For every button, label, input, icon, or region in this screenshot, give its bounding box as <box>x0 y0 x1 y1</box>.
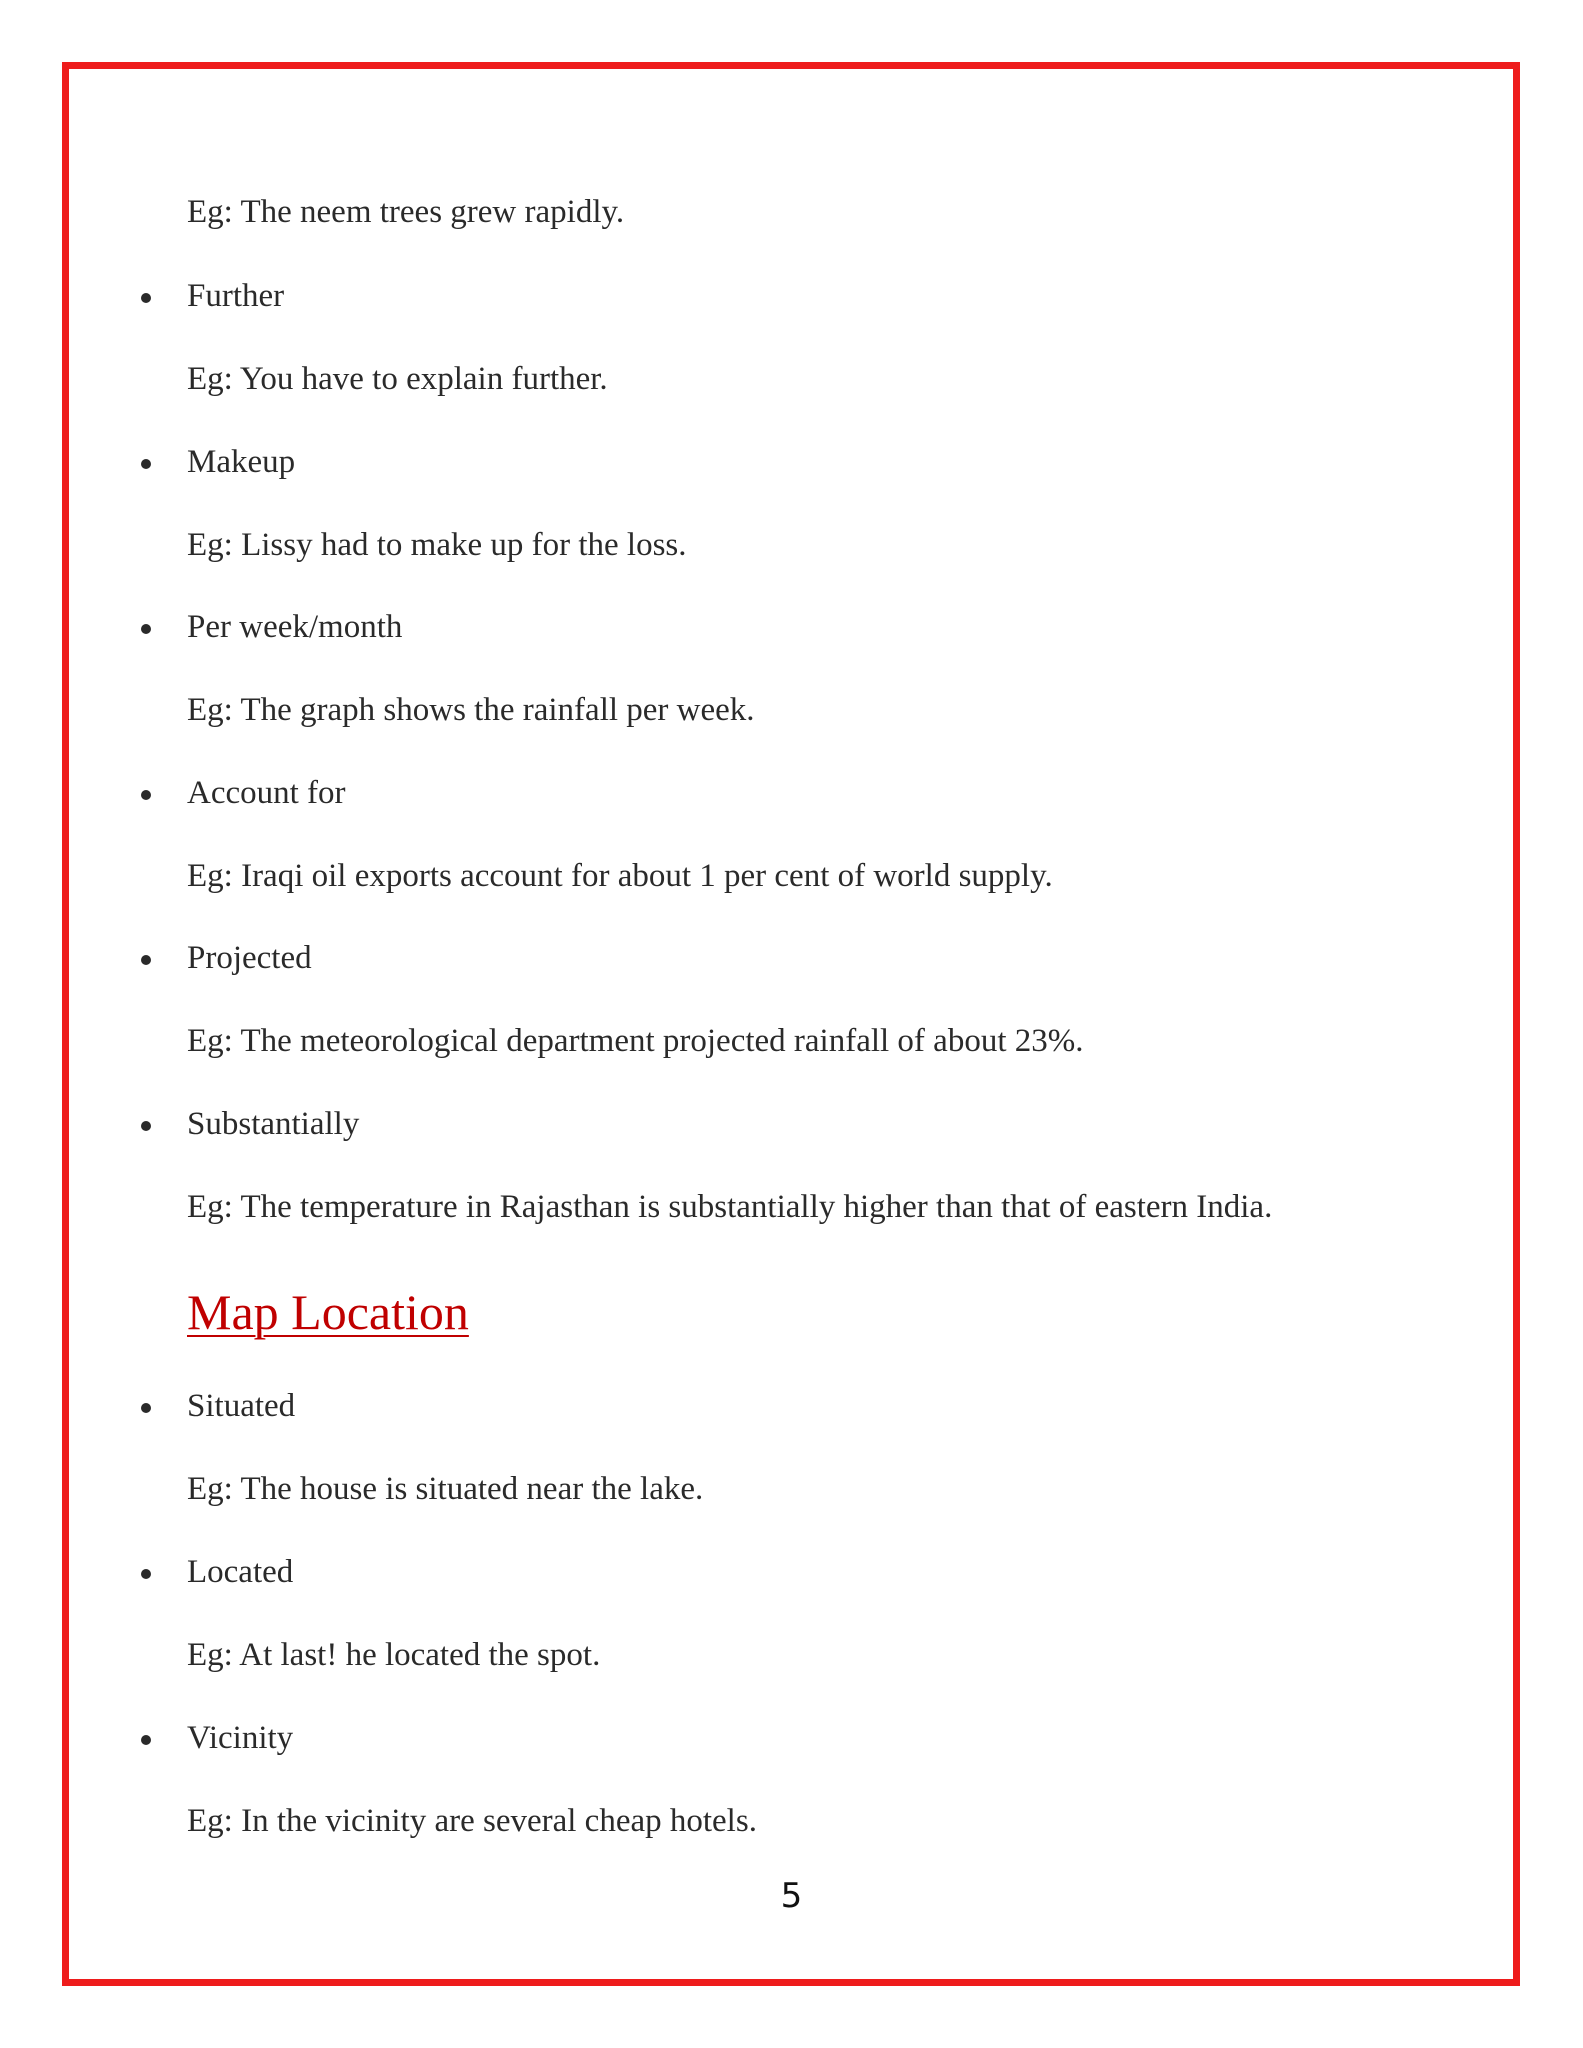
bullet-icon <box>141 293 151 303</box>
example-text: Eg: The meteorological department projected rainfall of about 23%. <box>187 1023 1084 1059</box>
term-projected: Projected <box>187 940 312 976</box>
term-makeup: Makeup <box>187 444 296 480</box>
example-text: Eg: The temperature in Rajasthan is substantially higher than that of eastern India. <box>187 1189 1273 1225</box>
bullet-icon <box>141 955 151 965</box>
example-text: Eg: Lissy had to make up for the loss. <box>187 527 687 563</box>
example-text: Eg: The house is situated near the lake. <box>187 1471 704 1507</box>
example-text: Eg: You have to explain further. <box>187 361 608 397</box>
example-text: Eg: The graph shows the rainfall per week. <box>187 692 755 728</box>
term-vicinity: Vicinity <box>187 1720 294 1756</box>
section-heading-map-location: Map Location <box>187 1284 469 1340</box>
example-text: Eg: In the vicinity are several cheap hotels. <box>187 1803 757 1839</box>
term-situated: Situated <box>187 1388 296 1424</box>
term-substantially: Substantially <box>187 1106 360 1142</box>
page-number: 5 <box>780 1876 803 1916</box>
bullet-icon <box>141 624 151 634</box>
term-further: Further <box>187 278 285 314</box>
bullet-icon <box>141 1403 151 1413</box>
term-located: Located <box>187 1554 294 1590</box>
term-per-week-month: Per week/month <box>187 609 403 645</box>
term-account-for: Account for <box>187 775 346 811</box>
bullet-icon <box>141 459 151 469</box>
bullet-icon <box>141 1121 151 1131</box>
example-text: Eg: Iraqi oil exports account for about 1 per cent of world supply. <box>187 858 1053 894</box>
example-text: Eg: At last! he located the spot. <box>187 1637 601 1673</box>
bullet-icon <box>141 790 151 800</box>
bullet-icon <box>141 1735 151 1745</box>
bullet-icon <box>141 1569 151 1579</box>
example-text: Eg: The neem trees grew rapidly. <box>187 194 625 230</box>
